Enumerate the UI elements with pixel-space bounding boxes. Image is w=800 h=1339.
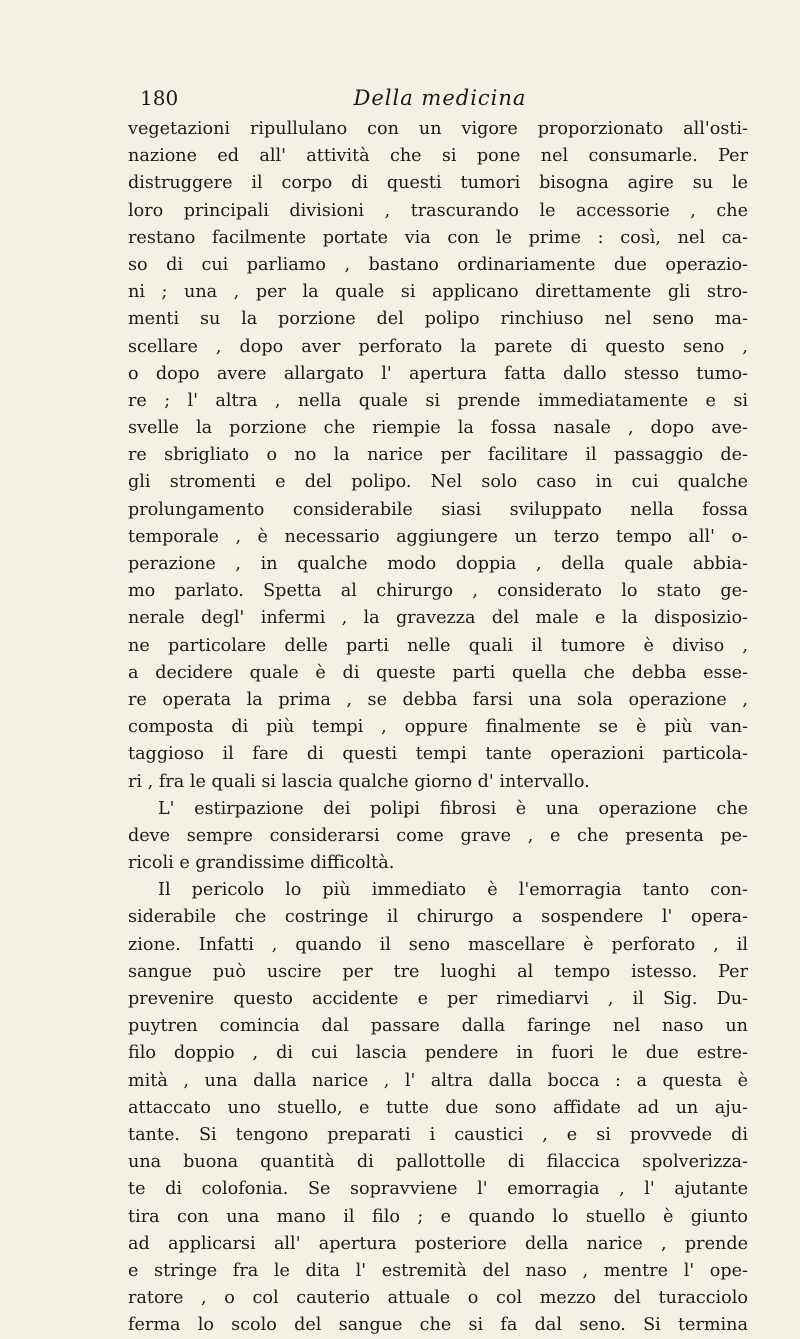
text-line: scellare , dopo aver perforato la parete di questo seno , bbox=[128, 336, 748, 357]
text-line: prevenire questo accidente e per rimediarvi , il Sig. Du- bbox=[128, 989, 748, 1009]
text-line: re ; l' altra , nella quale si prende immediatamente e si bbox=[128, 390, 748, 411]
text-line: mo parlato. Spetta al chirurgo , considerato lo stato ge- bbox=[128, 581, 748, 602]
text-line: filo doppio , di cui lascia pendere in fuori le due estre- bbox=[128, 1043, 748, 1064]
page-number: 180 bbox=[140, 86, 179, 110]
text-line: ni ; una , per la quale si applicano direttamente gli stro- bbox=[128, 282, 748, 303]
text-line: ad applicarsi all' apertura posteriore della narice , prende bbox=[128, 1233, 748, 1254]
text-line: nerale degl' infermi , la gravezza del male e la disposizio- bbox=[128, 608, 748, 629]
text-line: siderabile che costringe il chirurgo a sospendere l' opera- bbox=[128, 907, 748, 928]
text-line: temporale , è necessario aggiungere un terzo tempo all' o- bbox=[128, 526, 748, 547]
text-line: zione. Infatti , quando il seno mascellare è perforato , il bbox=[128, 934, 748, 955]
text-line: mità , una dalla narice , l' altra dalla bocca : a questa è bbox=[128, 1070, 748, 1091]
text-line: composta di più tempi , oppure finalmente se è più van- bbox=[128, 717, 748, 738]
text-line: L' estirpazione dei polipi fibrosi è una operazione che bbox=[158, 798, 748, 819]
text-line: sangue può uscire per tre luoghi al tempo istesso. Per bbox=[128, 961, 748, 982]
text-line: so di cui parliamo , bastano ordinariamente due operazio- bbox=[128, 254, 748, 275]
text-line: re operata la prima , se debba farsi una sola operazione , bbox=[128, 689, 748, 710]
text-line: te di colofonia. Se sopravviene l' emorragia , l' ajutante bbox=[128, 1179, 748, 1200]
text-line: distruggere il corpo di questi tumori bisogna agire su le bbox=[128, 173, 748, 194]
text-line: una buona quantità di pallottolle di filaccica spolverizza- bbox=[128, 1152, 748, 1173]
text-line: ferma lo scolo del sangue che si fa dal seno. Si termina bbox=[128, 1315, 748, 1336]
page-header bbox=[140, 86, 740, 112]
text-line: a decidere quale è di queste parti quella che debba esse- bbox=[128, 662, 748, 683]
text-line: ne particolare delle parti nelle quali il tumore è diviso , bbox=[128, 635, 748, 656]
text-line: ratore , o col cauterio attuale o col mezzo del turacciolo bbox=[128, 1288, 748, 1309]
text-line: loro principali divisioni , trascurando le accessorie , che bbox=[128, 200, 748, 221]
text-line: tira con una mano il filo ; e quando lo stuello è giunto bbox=[128, 1206, 748, 1227]
text-line: perazione , in qualche modo doppia , della quale abbia- bbox=[128, 554, 748, 574]
text-line: menti su la porzione del polipo rinchiuso nel seno ma- bbox=[128, 309, 748, 330]
text-line: o dopo avere allargato l' apertura fatta dallo stesso tumo- bbox=[128, 363, 748, 384]
text-line: svelle la porzione che riempie la fossa nasale , dopo ave- bbox=[128, 418, 748, 439]
text-line: puytren comincia dal passare dalla faringe nel naso un bbox=[128, 1016, 748, 1037]
text-line: re sbrigliato o no la narice per facilitare il passaggio de- bbox=[128, 445, 748, 466]
text-line: tante. Si tengono preparati i caustici , e si provvede di bbox=[128, 1124, 748, 1145]
text-line: prolungamento considerabile siasi sviluppato nella fossa bbox=[128, 499, 748, 520]
text-line: nazione ed all' attività che si pone nel consumarle. Per bbox=[128, 146, 748, 167]
text-line: deve sempre considerarsi come grave , e che presenta pe- bbox=[128, 825, 748, 846]
body-text bbox=[128, 116, 748, 1339]
text-line: restano facilmente portate via con le prime : così, nel ca- bbox=[128, 227, 748, 248]
text-line: e stringe fra le dita l' estremità del naso , mentre l' ope- bbox=[128, 1260, 748, 1281]
text-line: ricoli e grandissime difficoltà. bbox=[128, 853, 395, 874]
text-line: gli stromenti e del polipo. Nel solo caso in cui qualche bbox=[128, 472, 748, 493]
text-line: Il pericolo lo più immediato è l'emorragia tanto con- bbox=[158, 880, 748, 901]
text-line: ri , fra le quali si lascia qualche giorno d' intervallo. bbox=[128, 771, 590, 792]
text-line: attaccato uno stuello, e tutte due sono affidate ad un aju- bbox=[128, 1097, 748, 1118]
text-line: vegetazioni ripullulano con un vigore proporzionato all'osti- bbox=[128, 119, 748, 139]
running-title: Della medicina bbox=[353, 86, 527, 110]
text-line: taggioso il fare di questi tempi tante operazioni particola- bbox=[128, 744, 748, 765]
